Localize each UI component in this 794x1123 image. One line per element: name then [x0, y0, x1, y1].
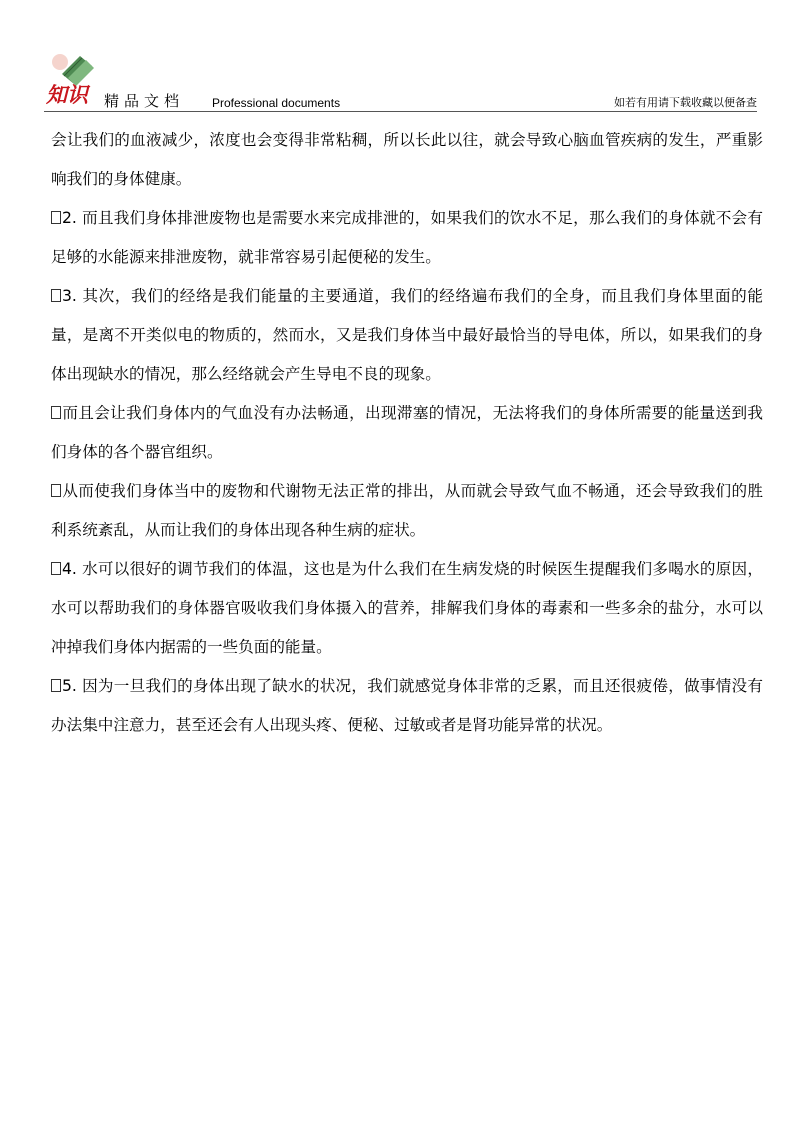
zhishi-logo-icon — [44, 52, 100, 108]
bullet-box-icon — [51, 406, 61, 419]
paragraph-text: 5. 因为一旦我们的身体出现了缺水的状况，我们就感觉身体非常的乏累，而且还很疲倦，做事情没有办法集中注意力，甚至还会有人出现头疼、便秘、过敏或者是肾功能异常的状况。 — [51, 677, 763, 734]
paragraph — [51, 277, 763, 394]
page-header — [0, 0, 794, 112]
paragraph — [51, 121, 763, 199]
paragraph — [51, 199, 763, 277]
bullet-box-icon — [51, 484, 61, 497]
paragraph-text: 2. 而且我们身体排泄废物也是需要水来完成排泄的，如果我们的饮水不足，那么我们的身体就不会有足够的水能源来排泄废物，就非常容易引起便秘的发生。 — [51, 209, 763, 266]
bullet-box-icon — [51, 679, 61, 692]
paragraph-text: 从而使我们身体当中的废物和代谢物无法正常的排出，从而就会导致气血不畅通，还会导致我们的胜利系统紊乱，从而让我们的身体出现各种生病的症状。 — [51, 482, 763, 539]
paragraph — [51, 472, 763, 550]
header-divider — [44, 111, 757, 112]
bullet-box-icon — [51, 289, 61, 302]
paragraph-text: 3. 其次，我们的经络是我们能量的主要通道，我们的经络遍布我们的全身，而且我们身体里面的能量，是离不开类似电的物质的，然而水，又是我们身体当中最好最恰当的导电体，所以，如果我们的身体出现缺水的情况，那么经络就会产生导电不良的现象。 — [51, 287, 763, 383]
paragraph — [51, 394, 763, 472]
brand-title: 精品文档 — [104, 92, 185, 110]
paragraph-text: 会让我们的血液减少，浓度也会变得非常粘稠，所以长此以往，就会导致心脑血管疾病的发生，严重影响我们的身体健康。 — [51, 131, 763, 188]
brand-subtitle: Professional documents — [212, 96, 341, 110]
logo-text: 知识 — [46, 82, 88, 107]
paragraph-text: 而且会让我们身体内的气血没有办法畅通，出现滞塞的情况，无法将我们的身体所需要的能量送到我们身体的各个器官组织。 — [51, 404, 763, 461]
download-notice: 如若有用请下载收藏以便备查 — [614, 96, 757, 109]
paragraph — [51, 667, 763, 745]
document-body — [51, 121, 763, 745]
paragraph-text: 4. 水可以很好的调节我们的体温，这也是为什么我们在生病发烧的时候医生提醒我们多喝水的原因，水可以帮助我们的身体器官吸收我们身体摄入的营养，排解我们身体的毒素和一些多余的盐分，水可以冲掉我们身体内据需的一些负面的能量。 — [51, 560, 763, 656]
bullet-box-icon — [51, 211, 61, 224]
paragraph — [51, 550, 763, 667]
bullet-box-icon — [51, 562, 61, 575]
